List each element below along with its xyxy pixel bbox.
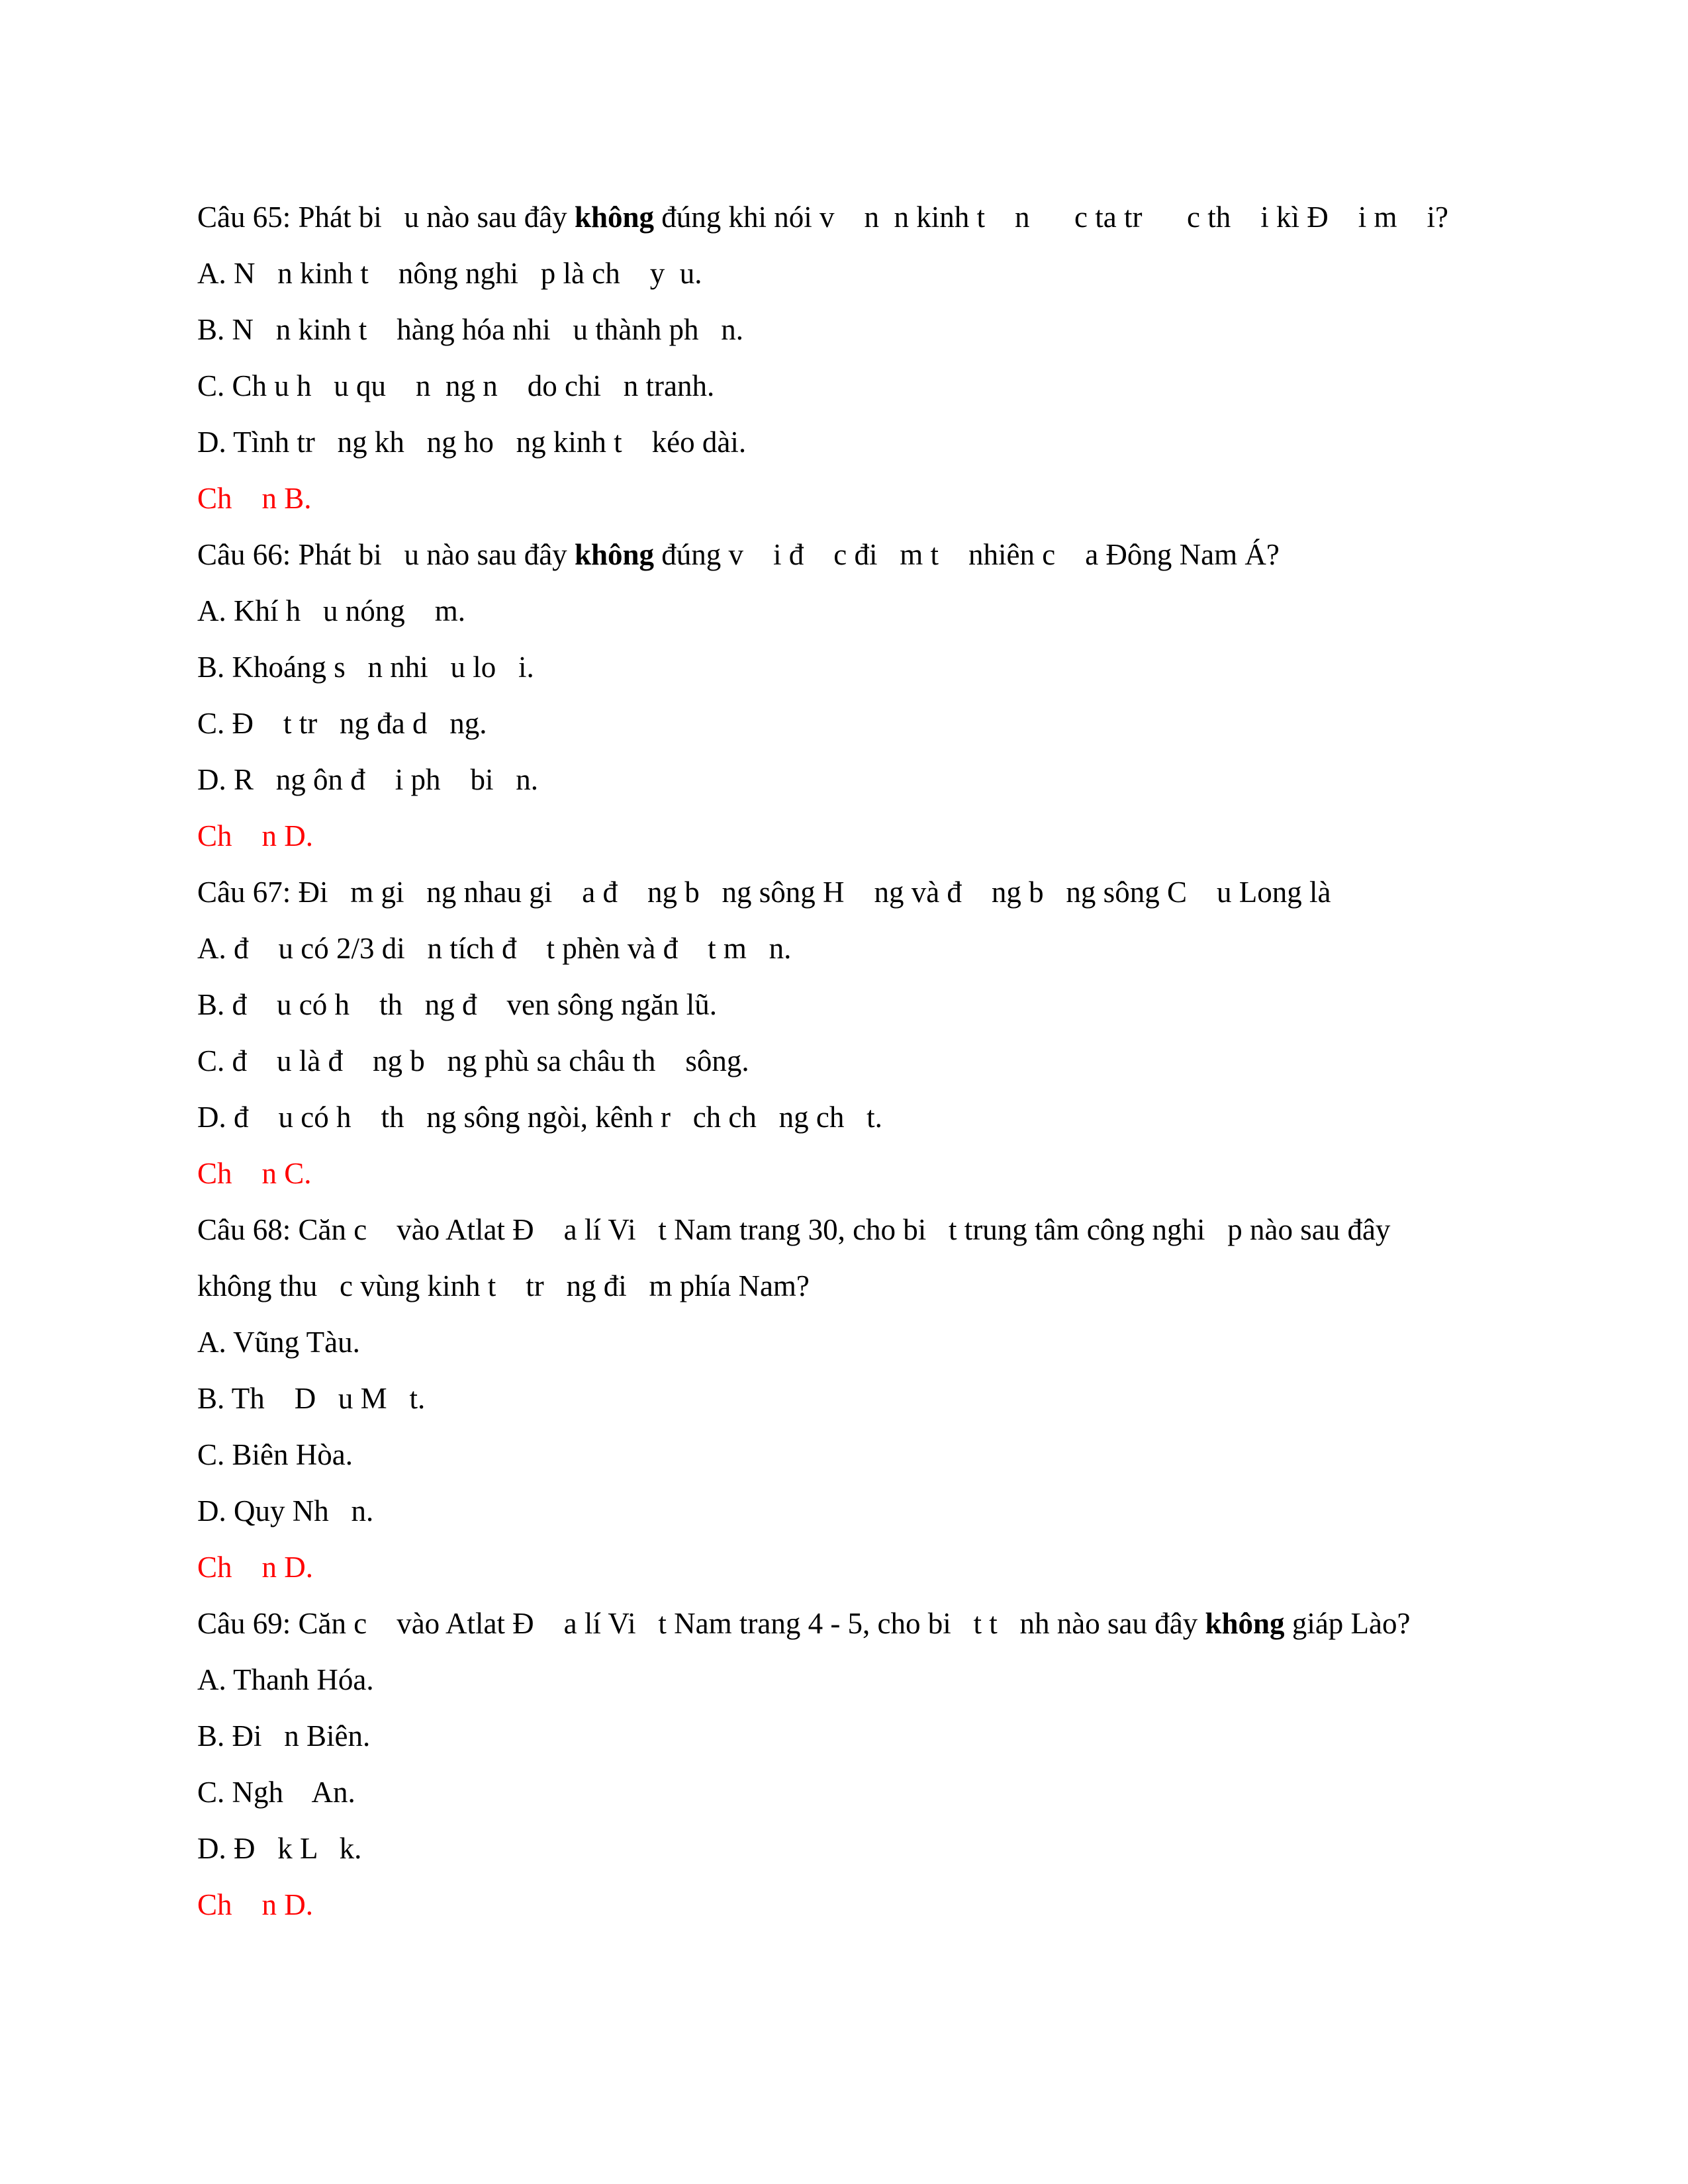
question-69-option-b: B. Đi n Biên. (197, 1719, 371, 1752)
question-65-option-d: D. Tình tr ng kh ng ho ng kinh t kéo dài. (197, 426, 747, 459)
question-69-option-c: C. Ngh An. (197, 1776, 355, 1809)
question-65-stem: Câu 65: Phát bi u nào sau đây không đúng khi nói v n n kinh t n c ta tr c th i kì Đ i m i? (197, 201, 1448, 234)
question-66-option-b: B. Khoáng s n nhi u lo i. (197, 651, 534, 684)
question-65-option-a: A. N n kinh t nông nghi p là ch y u. (197, 257, 702, 290)
question-67-answer: Ch n C. (197, 1157, 312, 1190)
question-67-option-c: C. đ u là đ ng b ng phù sa châu th sông. (197, 1044, 749, 1077)
question-66-answer: Ch n D. (197, 819, 314, 852)
question-68-answer: Ch n D. (197, 1551, 314, 1584)
question-66-option-d: D. R ng ôn đ i ph bi n. (197, 763, 539, 796)
question-66-option-c: C. Đ t tr ng đa d ng. (197, 707, 487, 740)
question-68-stem-line-2: không thu c vùng kinh t tr ng đi m phía Nam? (197, 1269, 810, 1302)
question-69-option-a: A. Thanh Hóa. (197, 1663, 374, 1696)
question-65-option-b: B. N n kinh t hàng hóa nhi u thành ph n. (197, 313, 743, 346)
question-65-option-c: C. Ch u h u qu n ng n do chi n tranh. (197, 369, 715, 402)
question-69-stem: Câu 69: Căn c vào Atlat Đ a lí Vi t Nam trang 4 - 5, cho bi t t nh nào sau đây không giáp Lào? (197, 1607, 1411, 1640)
question-67-option-a: A. đ u có 2/3 di n tích đ t phèn và đ t m n. (197, 932, 792, 965)
question-68-option-a: A. Vũng Tàu. (197, 1326, 360, 1359)
emphasis-khong: không (1205, 1607, 1285, 1640)
question-68-option-d: D. Quy Nh n. (197, 1494, 374, 1527)
question-68-stem-line-1: Câu 68: Căn c vào Atlat Đ a lí Vi t Nam trang 30, cho bi t trung tâm công nghi p nào sau đây (197, 1213, 1391, 1246)
question-67-option-d: D. đ u có h th ng sông ngòi, kênh r ch ch ng ch t. (197, 1101, 882, 1134)
question-66-stem: Câu 66: Phát bi u nào sau đây không đúng v i đ c đi m t nhiên c a Đông Nam Á? (197, 538, 1280, 571)
emphasis-khong: không (574, 201, 655, 234)
question-67-option-b: B. đ u có h th ng đ ven sông ngăn lũ. (197, 988, 717, 1021)
question-67-stem: Câu 67: Đi m gi ng nhau gi a đ ng b ng sông H ng và đ ng b ng sông C u Long là (197, 876, 1331, 909)
question-68-option-b: B. Th D u M t. (197, 1382, 426, 1415)
emphasis-khong: không (574, 538, 655, 571)
question-68-option-c: C. Biên Hòa. (197, 1438, 353, 1471)
question-69-option-d: D. Đ k L k. (197, 1832, 362, 1865)
question-65-answer: Ch n B. (197, 482, 312, 515)
question-66-option-a: A. Khí h u nóng m. (197, 594, 465, 627)
question-69-answer: Ch n D. (197, 1888, 314, 1921)
